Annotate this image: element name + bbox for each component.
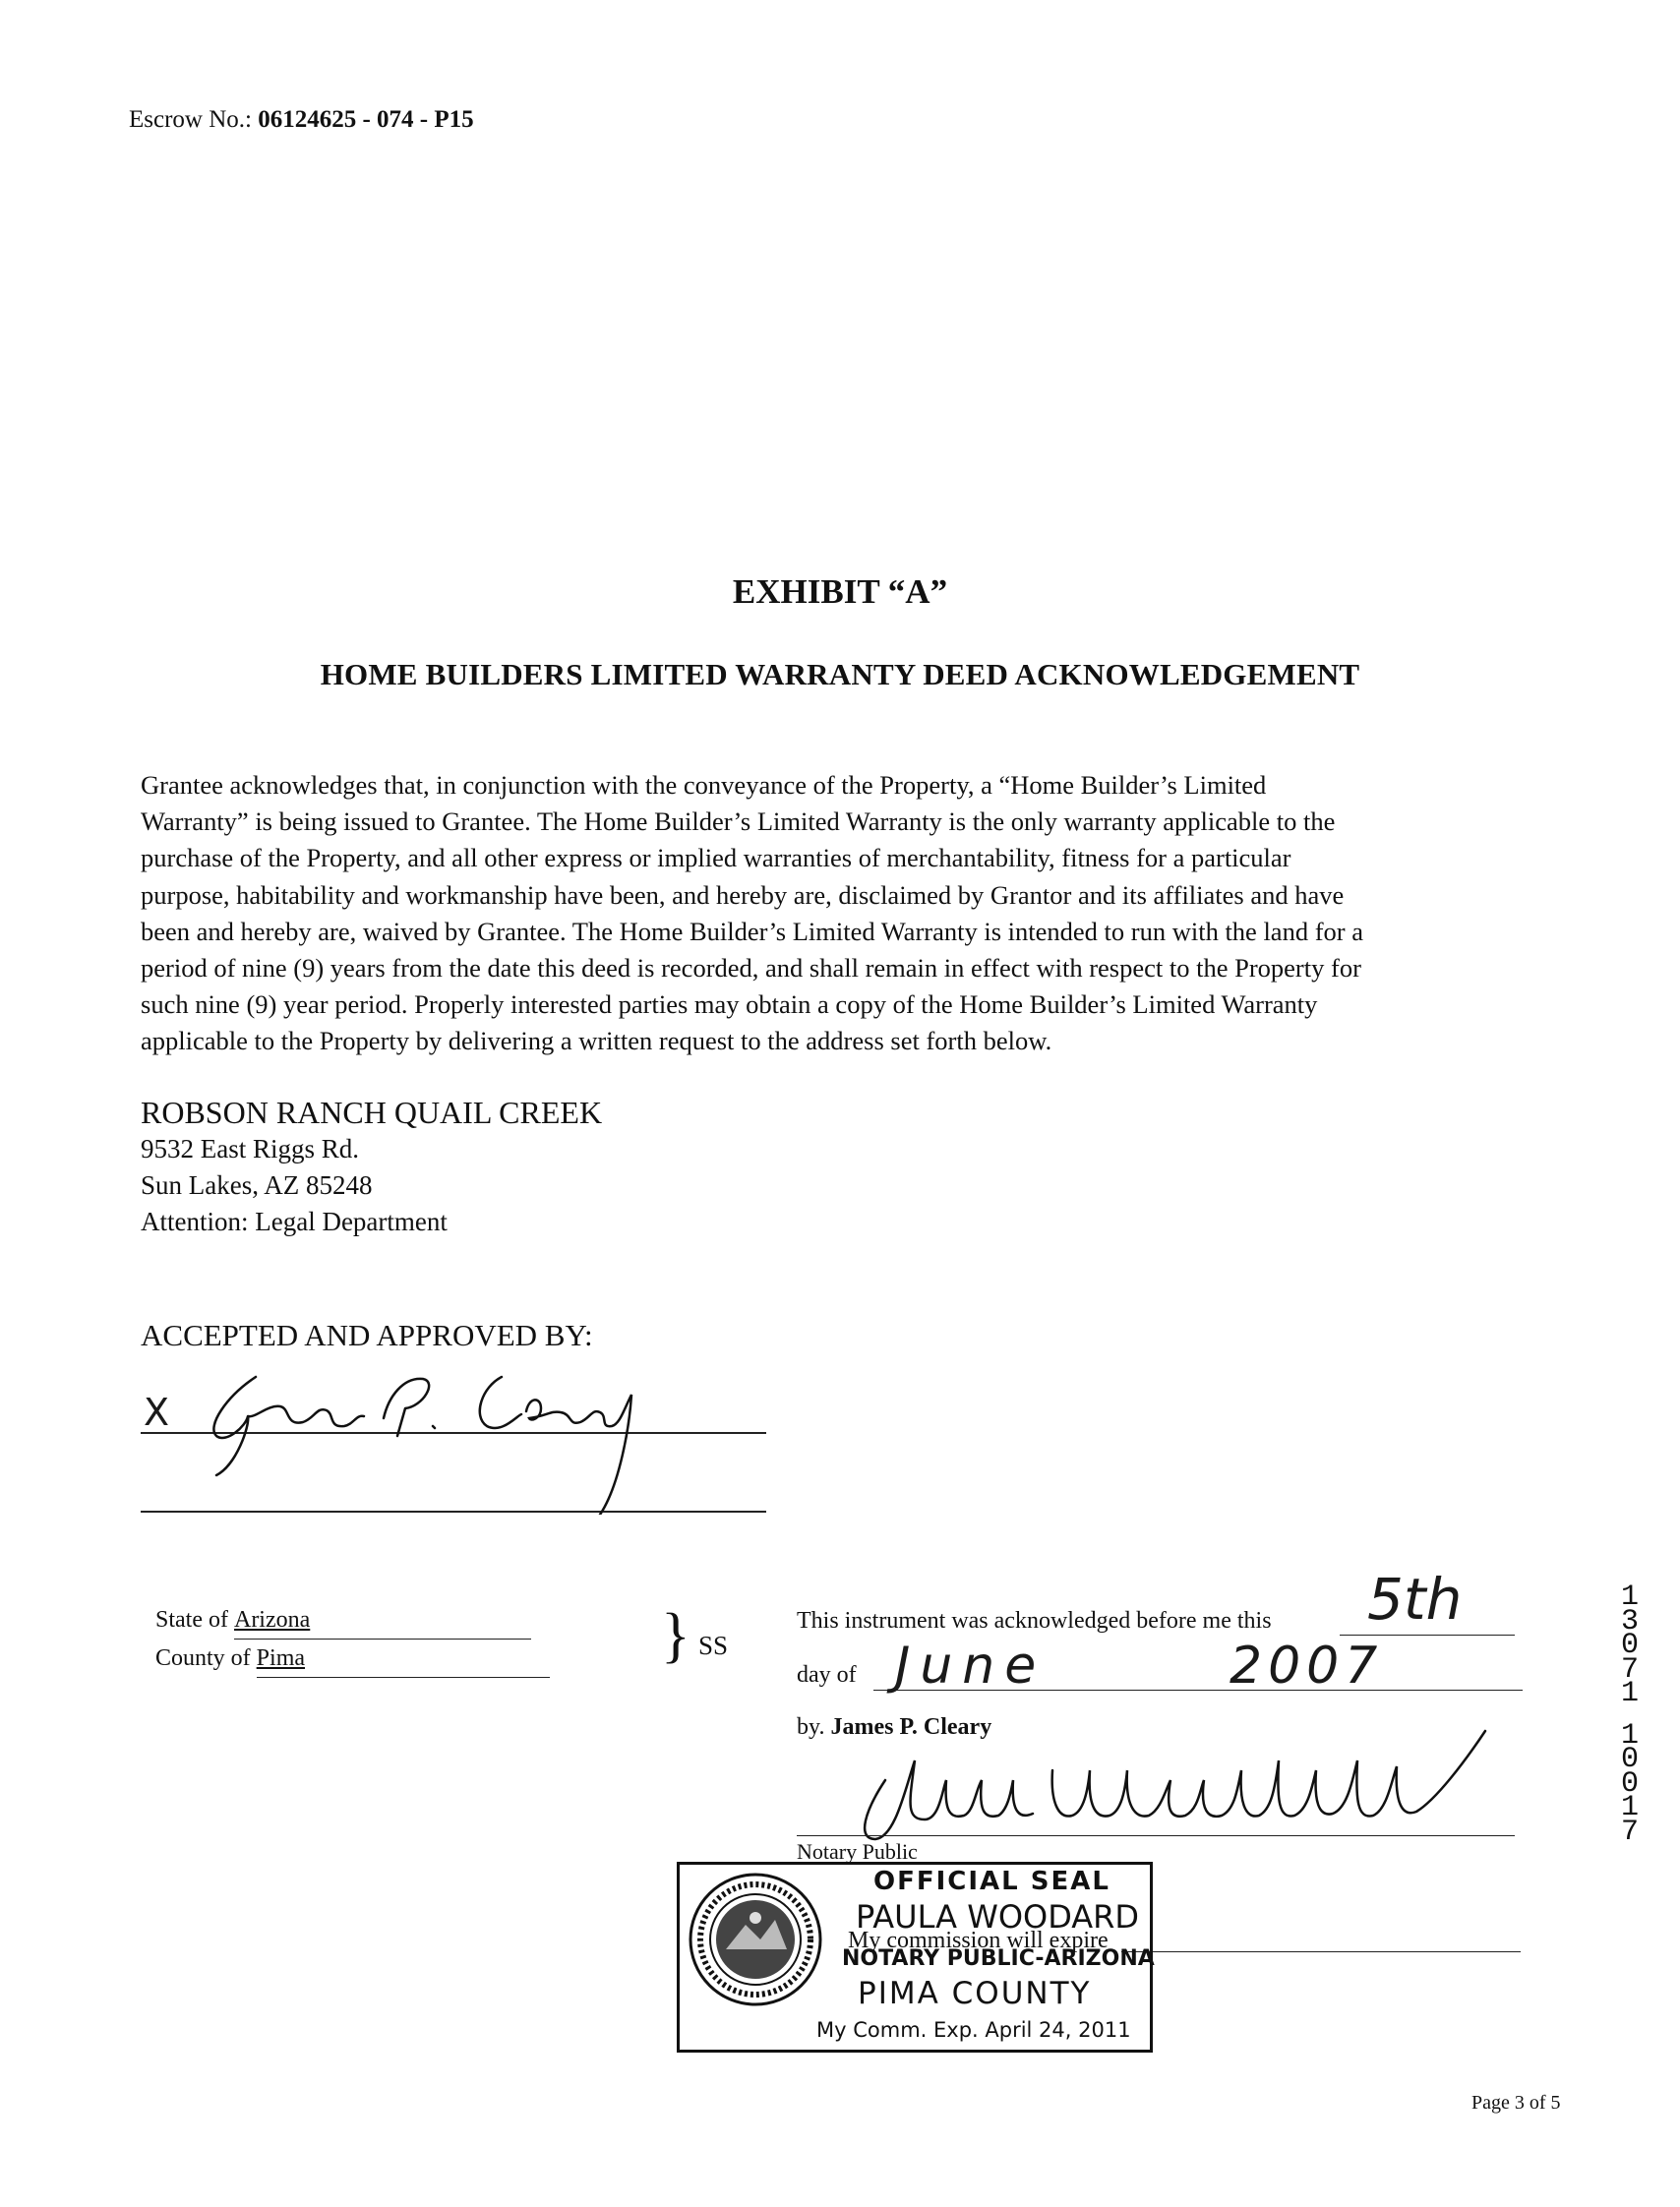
escrow-value: 06124625 - 074 - P15: [258, 106, 474, 133]
acknowledgement-paragraph: [141, 767, 1567, 1060]
paragraph-line: Grantee acknowledges that, in conjunction with the conveyance of the Property, a “Home Builder’s Limited: [141, 770, 1267, 800]
ss-label: SS: [698, 1631, 729, 1660]
state-value: Arizona: [234, 1601, 531, 1640]
document-subtitle: HOME BUILDERS LIMITED WARRANTY DEED ACKNOWLEDGEMENT: [320, 657, 1360, 691]
by-name: James P. Cleary: [830, 1714, 992, 1740]
recording-digit: 0: [1620, 1743, 1639, 1776]
notary-signature: [826, 1721, 1574, 1849]
handwritten-year: 2007: [1230, 1637, 1384, 1696]
recording-number: [1618, 1581, 1642, 1849]
state-seal-icon: [687, 1871, 824, 2008]
venue-brace: }: [661, 1602, 690, 1669]
county-label: County of: [155, 1645, 251, 1671]
day-of-label: day of: [797, 1662, 857, 1688]
address-org: ROBSON RANCH QUAIL CREEK: [141, 1095, 603, 1130]
address-block: [141, 1094, 602, 1240]
recording-digit: 1: [1620, 1677, 1639, 1710]
seal-role: NOTARY PUBLIC-ARIZONA: [842, 1946, 1155, 1971]
seal-title: OFFICIAL SEAL: [873, 1867, 1110, 1896]
signature-x-mark: X: [144, 1391, 170, 1434]
recording-digit: 7: [1620, 1815, 1639, 1849]
seal-county: PIMA COUNTY: [858, 1976, 1092, 2011]
paragraph-line: Warranty” is being issued to Grantee. The Home Builder’s Limited Warranty is the only warranty applicable to the: [141, 806, 1336, 837]
paragraph-line: purpose, habitability and workmanship have been, and hereby are, disclaimed by Grantor and its affiliates and have: [141, 879, 1345, 910]
seal-expiry: My Comm. Exp. April 24, 2011: [816, 2018, 1131, 2042]
address-street: 9532 East Riggs Rd.: [141, 1134, 360, 1163]
commission-line: [1121, 1951, 1521, 1952]
recording-digit: 0: [1620, 1629, 1639, 1662]
address-city: Sun Lakes, AZ 85248: [141, 1170, 373, 1200]
commission-label: My commission will expire: [848, 1928, 1109, 1953]
paragraph-line: applicable to the Property by delivering a written request to the address set forth below.: [141, 1026, 1052, 1056]
paragraph-line: purchase of the Property, and all other express or implied warranties of merchantability, fitness for a particular: [141, 843, 1291, 873]
venue-block: [155, 1601, 550, 1678]
recording-digit: 1: [1620, 1718, 1639, 1753]
state-label: State of: [155, 1607, 228, 1633]
escrow-label: Escrow No.:: [129, 106, 252, 133]
seal-name: PAULA WOODARD: [856, 1898, 1140, 1936]
notary-public-label: Notary Public: [797, 1839, 918, 1864]
page-number: Page 3 of 5: [1471, 2092, 1561, 2114]
handwritten-day: 5th: [1367, 1566, 1463, 1633]
notary-signature-line: [797, 1835, 1515, 1836]
paragraph-line: period of nine (9) years from the date this deed is recorded, and shall remain in effect with respect to the Property for: [141, 953, 1361, 984]
recording-digit: 1: [1620, 1581, 1639, 1614]
accepted-label: ACCEPTED AND APPROVED BY:: [141, 1318, 593, 1352]
recording-digit: 0: [1620, 1766, 1639, 1801]
acknowledged-text: This instrument was acknowledged before me this: [797, 1608, 1272, 1634]
grantee-signature: [187, 1357, 777, 1515]
handwritten-month: June: [895, 1637, 1047, 1696]
day-line: [1340, 1635, 1515, 1636]
recording-digit: 3: [1620, 1604, 1639, 1639]
exhibit-title: EXHIBIT “A”: [732, 572, 948, 611]
by-label: by.: [797, 1714, 825, 1740]
paragraph-line: such nine (9) year period. Properly interested parties may obtain a copy of the Home Builder’s Limited Warranty: [141, 989, 1318, 1020]
paragraph-line: been and hereby are, waived by Grantee. The Home Builder’s Limited Warranty is intended to run with the land for a: [141, 916, 1363, 946]
recording-digit: 1: [1620, 1791, 1639, 1824]
recording-digit: 7: [1620, 1652, 1639, 1687]
county-value: Pima: [257, 1640, 550, 1678]
escrow-number: [129, 106, 474, 134]
address-attention: Attention: Legal Department: [141, 1207, 448, 1236]
